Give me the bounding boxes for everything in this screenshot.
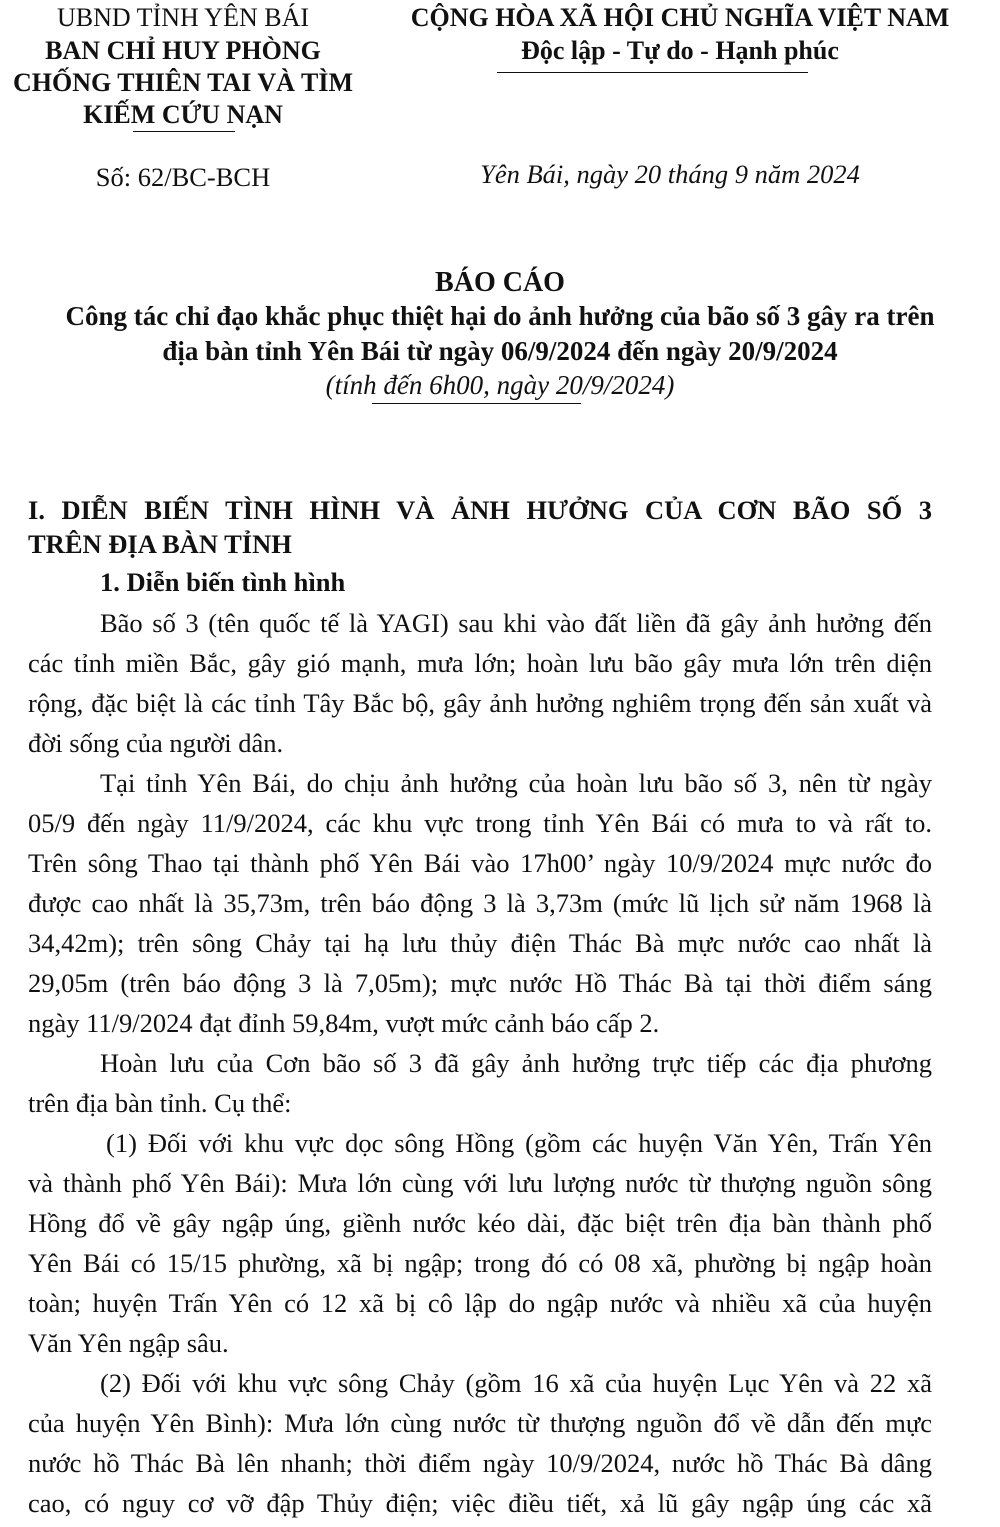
agency-name-line3: KIẾM CỨU NẠN	[83, 100, 283, 129]
agency-name-line1: BAN CHỈ HUY PHÒNG	[45, 36, 321, 65]
paragraph-line: của huyện Yên Bình): Mưa lớn cùng nước từ thượng nguồn đổ về dẫn đến mực	[28, 1408, 932, 1438]
report-cutoff: (tính đến 6h00, ngày 20/9/2024)	[325, 370, 675, 400]
sub-heading: 1. Diễn biến tình hình	[100, 567, 346, 597]
paragraph-2	[28, 763, 932, 1043]
paragraph-5	[28, 1363, 932, 1523]
agency-parent: UBND TỈNH YÊN BÁI	[56, 3, 310, 32]
paragraph-line: (2) Đối với khu vực sông Chảy (gồm 16 xã của huyện Lục Yên và 22 xã	[100, 1368, 932, 1398]
paragraph-line: 29,05m (trên báo động 3 là 7,05m); mực nước Hồ Thác Bà tại thời điểm sáng	[28, 968, 932, 998]
paragraph-line: trên địa bàn tỉnh. Cụ thể:	[28, 1088, 292, 1118]
paragraph-line: 34,42m); trên sông Chảy tại hạ lưu thủy điện Thác Bà mực nước cao nhất là	[28, 928, 932, 958]
title-underline	[372, 403, 581, 404]
section-heading-line2: TRÊN ĐỊA BÀN TỈNH	[28, 529, 292, 559]
motto-underline	[497, 72, 808, 73]
paragraph-4	[28, 1123, 932, 1363]
paragraph-line: nước hồ Thác Bà lên nhanh; thời điểm ngày 10/9/2024, nước hồ Thác Bà dâng	[28, 1448, 932, 1478]
paragraph-line: Bão số 3 (tên quốc tế là YAGI) sau khi vào đất liền đã gây ảnh hưởng đến	[100, 608, 932, 638]
place-date: Yên Bái, ngày 20 tháng 9 năm 2024	[480, 159, 860, 189]
report-subject-line2: địa bàn tỉnh Yên Bái từ ngày 06/9/2024 đến ngày 20/9/2024	[162, 336, 838, 366]
report-title: BÁO CÁO	[435, 267, 565, 298]
paragraph-line: ngày 11/9/2024 đạt đỉnh 59,84m, vượt mức cảnh báo cấp 2.	[28, 1008, 660, 1038]
document-number: Số: 62/BC-BCH	[95, 162, 271, 192]
paragraph-line: và thành phố Yên Bái): Mưa lớn cùng với lưu lượng nước từ thượng nguồn sông	[28, 1168, 932, 1198]
paragraph-line: Yên Bái có 15/15 phường, xã bị ngập; trong đó có 08 xã, phường bị ngập hoàn	[28, 1248, 932, 1278]
paragraph-line: 05/9 đến ngày 11/9/2024, các khu vực trong tỉnh Yên Bái có mưa to và rất to.	[28, 808, 932, 838]
paragraph-line: được cao nhất là 35,73m, trên báo động 3 là 3,73m (mức lũ lịch sử năm 1968 là	[28, 888, 932, 918]
paragraph-line: Hoàn lưu của Cơn bão số 3 đã gây ảnh hưởng trực tiếp các địa phương	[100, 1048, 932, 1078]
paragraph-line: đời sống của người dân.	[28, 728, 284, 758]
paragraph-1	[28, 603, 932, 763]
section-heading-line1: I. DIỄN BIẾN TÌNH HÌNH VÀ ẢNH HƯỞNG CỦA CƠN BÃO SỐ 3	[28, 495, 932, 525]
paragraph-line: rộng, đặc biệt là các tỉnh Tây Bắc bộ, gây ảnh hưởng nghiêm trọng đến sản xuất và	[28, 688, 932, 718]
agency-name-line2: CHỐNG THIÊN TAI VÀ TÌM	[12, 68, 353, 97]
paragraph-line: Tại tỉnh Yên Bái, do chịu ảnh hưởng của hoàn lưu bão số 3, nên từ ngày	[100, 768, 932, 798]
paragraph-line: (1) Đối với khu vực dọc sông Hồng (gồm các huyện Văn Yên, Trấn Yên	[106, 1128, 932, 1158]
paragraph-line: Hồng đổ về gây ngập úng, giềnh nước kéo dài, đặc biệt trên địa bàn thành phố	[28, 1208, 932, 1238]
national-motto: Độc lập - Tự do - Hạnh phúc	[521, 36, 839, 65]
paragraph-line: cao, có nguy cơ vỡ đập Thủy điện; việc điều tiết, xả lũ gây ngập úng các xã	[28, 1488, 932, 1518]
national-title: CỘNG HÒA XÃ HỘI CHỦ NGHĨA VIỆT NAM	[410, 3, 950, 32]
agency-underline	[133, 131, 235, 132]
paragraph-line: toàn; huyện Trấn Yên có 12 xã bị cô lập do ngập nước và nhiều xã của huyện	[28, 1288, 932, 1318]
paragraph-line: các tỉnh miền Bắc, gây gió mạnh, mưa lớn; hoàn lưu bão gây mưa lớn trên diện	[28, 648, 932, 678]
report-subject-line1: Công tác chỉ đạo khắc phục thiệt hại do ảnh hưởng của bão số 3 gây ra trên	[65, 301, 935, 331]
paragraph-3	[28, 1043, 932, 1123]
paragraph-line: Văn Yên ngập sâu.	[28, 1328, 229, 1358]
paragraph-line: Trên sông Thao tại thành phố Yên Bái vào 17h00’ ngày 10/9/2024 mực nước đo	[28, 848, 932, 878]
